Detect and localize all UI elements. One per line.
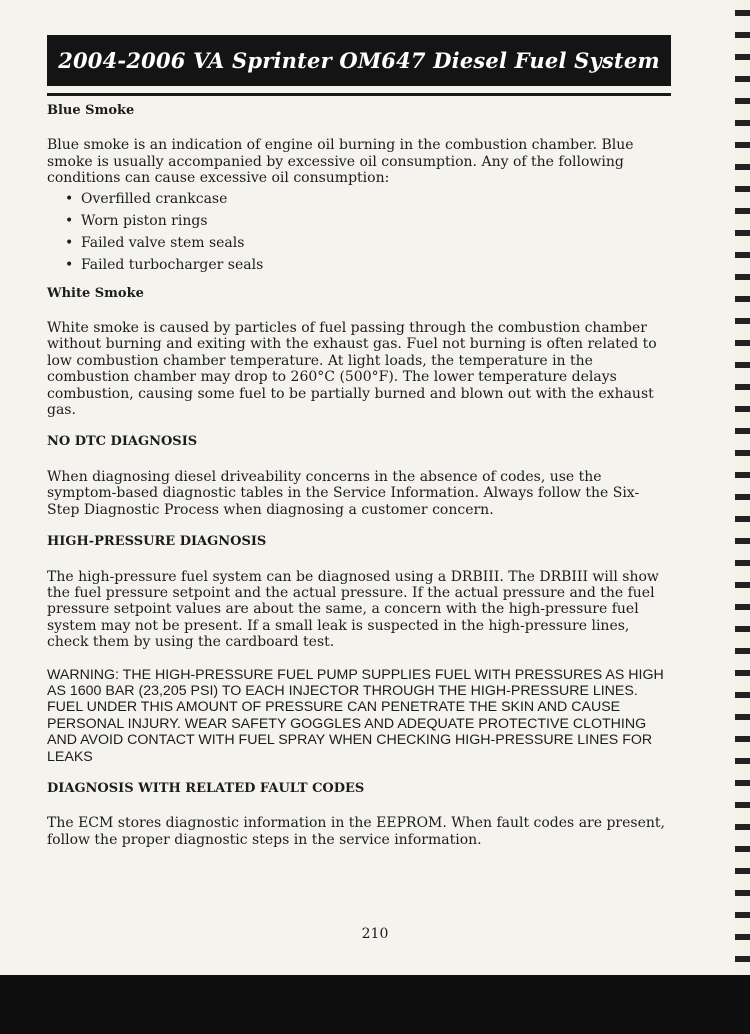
page-number: 210 bbox=[361, 926, 389, 942]
list-item: • Worn piston rings bbox=[65, 210, 669, 232]
paragraph-blue-smoke: Blue smoke is an indication of engine oil burning in the combustion chamber. Blue smoke is usually accompanied by excessive oil consumption. Any of the following conditions can cause excessive oil consumption: bbox=[47, 137, 634, 187]
bullet-list-oil-consumption bbox=[47, 188, 669, 276]
list-item: • Overfilled crankcase bbox=[65, 188, 669, 210]
spiral-binding bbox=[735, 0, 750, 975]
paragraph-no-dtc: When diagnosing diesel driveability concerns in the absence of codes, use the symptom-based diagnostic tables in the Service Information. Always follow the Six-Step Diagnostic Process when diagnosing a customer concern. bbox=[47, 468, 640, 518]
paragraph-fault-codes: The ECM stores diagnostic information in the EEPROM. When fault codes are present, follow the proper diagnostic steps in the service information. bbox=[47, 815, 665, 848]
page-content bbox=[47, 103, 669, 848]
page-title: 2004-2006 VA Sprinter OM647 Diesel Fuel System bbox=[47, 35, 671, 86]
title-rule bbox=[47, 93, 671, 96]
heading-blue-smoke: Blue Smoke bbox=[47, 103, 135, 118]
heading-fault-codes: DIAGNOSIS WITH RELATED FAULT CODES bbox=[47, 780, 365, 796]
heading-no-dtc: NO DTC DIAGNOSIS bbox=[47, 434, 198, 450]
scan-bottom-edge bbox=[0, 975, 750, 1034]
paragraph-high-pressure: The high-pressure fuel system can be diagnosed using a DRBIII. The DRBIII will show the fuel pressure setpoint and the actual pressure. If the actual pressure and the fuel pressure setpoint values are about the same, a concern with the high-pressure fuel system may not be present. If a small leak is suspected in the high-pressure lines, check them by using the cardboard test. bbox=[47, 568, 659, 651]
list-item: • Failed turbocharger seals bbox=[65, 254, 669, 276]
heading-white-smoke: White Smoke bbox=[47, 285, 144, 301]
paragraph-white-smoke: White smoke is caused by particles of fuel passing through the combustion chamber without burning and exiting with the exhaust gas. Fuel not burning is often related to low combustion chamber temperature. At light loads, the temperature in the combustion chamber may drop to 260°C (500°F). The lower temperature delays combustion, causing some fuel to be partially burned and blown out with the exhaust gas. bbox=[47, 320, 657, 419]
warning-text: WARNING: THE HIGH-PRESSURE FUEL PUMP SUPPLIES FUEL WITH PRESSURES AS HIGH AS 1600 BAR (23,205 PSI) TO EACH INJECTOR THROUGH THE HIGH-PRESSURE LINES. FUEL UNDER THIS AMOUNT OF PRESSURE CAN PENETRATE THE SKIN AND CAUSE PERSONAL INJURY. WEAR SAFETY GOGGLES AND ADEQUATE PROTECTIVE CLOTHING AND AVOID CONTACT WITH FUEL SPRAY WHEN CHECKING HIGH-PRESSURE LINES FOR LEAKS bbox=[47, 666, 664, 765]
list-item: • Failed valve stem seals bbox=[65, 232, 669, 254]
heading-high-pressure: HIGH-PRESSURE DIAGNOSIS bbox=[47, 534, 267, 550]
